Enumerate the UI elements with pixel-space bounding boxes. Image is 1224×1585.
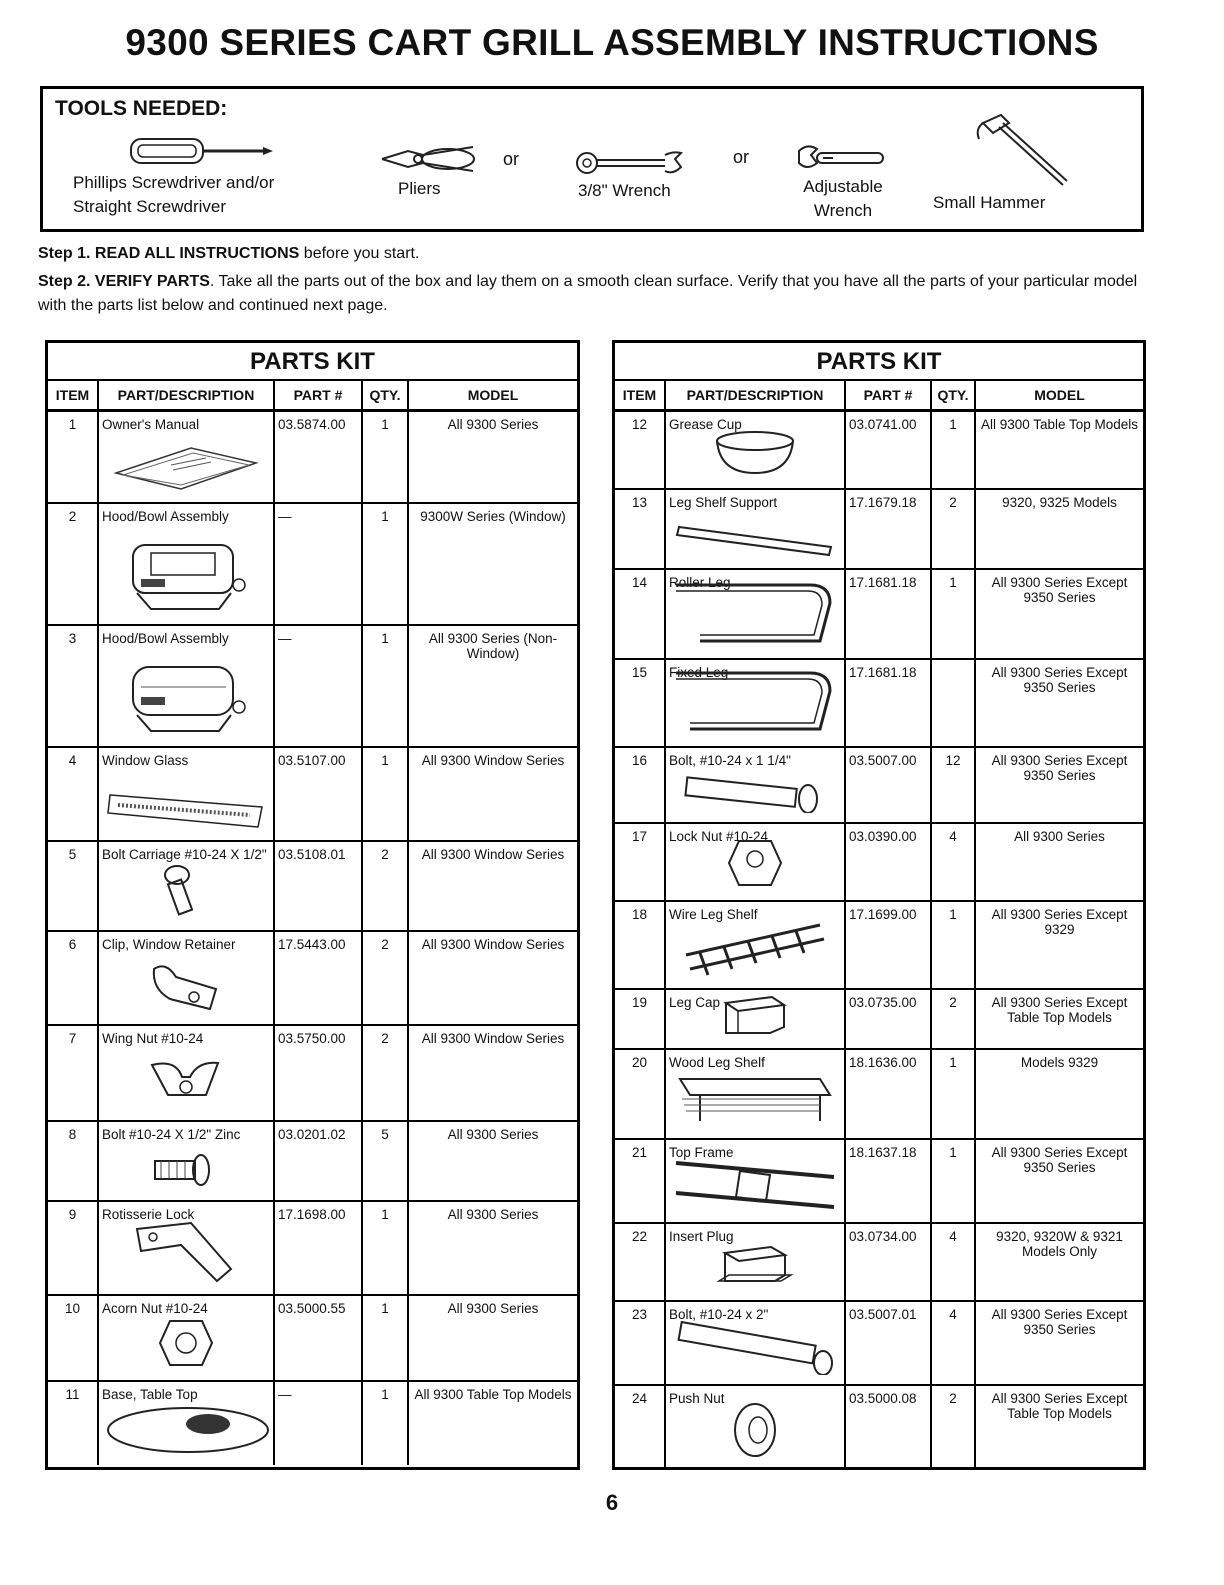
table-row [48, 1295, 577, 1381]
part-description-cell [665, 489, 845, 569]
top-frame-icon [670, 1157, 840, 1216]
screwdriver-label-1: Phillips Screwdriver and/or [73, 173, 275, 192]
window-glass-icon [103, 787, 269, 834]
step-2-text: . Take all the parts out of the box and lay them on a smooth clean surface. Verify that you have all the parts of your particular model with the parts list below and continued next page. [38, 273, 1138, 314]
part-number: 03.5007.00 [845, 747, 931, 823]
table-row [615, 1385, 1143, 1469]
part-number: 17.5443.00 [274, 931, 362, 1025]
part-description-cell [665, 1301, 845, 1385]
parts-kit-left [45, 340, 580, 1470]
part-description-cell [98, 411, 274, 503]
wire-shelf-icon [670, 919, 840, 982]
part-description: Window Glass [102, 752, 189, 768]
model: 9320, 9320W & 9321 Models Only [975, 1223, 1143, 1301]
fixed-leg-icon [669, 664, 840, 740]
tool-adjustable-wrench [793, 141, 893, 223]
part-description-cell [98, 503, 274, 625]
table-row [615, 1139, 1143, 1223]
clip-icon [103, 959, 269, 1018]
col-model: MODEL [975, 381, 1143, 411]
part-number: 17.1681.18 [845, 659, 931, 747]
part-number: 03.5108.01 [274, 841, 362, 931]
part-description: Roller Leg [669, 574, 731, 590]
part-description: Insert Plug [669, 1228, 734, 1244]
hammer-icon [953, 113, 1083, 193]
wood-shelf-icon [670, 1065, 840, 1132]
model: All 9300 Window Series [408, 747, 577, 841]
col-desc: PART/DESCRIPTION [665, 381, 845, 411]
part-number: 18.1637.18 [845, 1139, 931, 1223]
table-row [615, 489, 1143, 569]
part-description-cell [665, 747, 845, 823]
quantity: 2 [362, 841, 408, 931]
part-description-cell [98, 1381, 274, 1465]
quantity: 1 [362, 1295, 408, 1381]
table-header-row [48, 381, 577, 411]
model: All 9300 Window Series [408, 841, 577, 931]
wrench-label: 3/8" Wrench [578, 181, 671, 200]
model: All 9300 Window Series [408, 1025, 577, 1121]
part-description-cell [98, 841, 274, 931]
model: All 9300 Series Except 9350 Series [975, 659, 1143, 747]
table-row [615, 411, 1143, 489]
part-description-cell [665, 1385, 845, 1469]
wrench-icon [573, 147, 693, 179]
part-number: 03.0741.00 [845, 411, 931, 489]
model: All 9300 Series Except 9350 Series [975, 1139, 1143, 1223]
table-row [48, 1201, 577, 1295]
part-description-cell [98, 1121, 274, 1201]
item-number: 21 [615, 1139, 665, 1223]
parts-kit-title-right: PARTS KIT [615, 343, 1143, 381]
part-description-cell [98, 1025, 274, 1121]
table-row [48, 1025, 577, 1121]
model: All 9300 Series [408, 1201, 577, 1295]
wing-nut-icon [103, 1055, 269, 1114]
part-description-cell [665, 823, 845, 901]
part-description: Owner's Manual [102, 417, 200, 432]
part-description: Lock Nut #10-24 [669, 828, 769, 844]
quantity: 2 [931, 1385, 975, 1469]
part-description: Rotisserie Lock [102, 1206, 195, 1222]
quantity: 1 [362, 1381, 408, 1465]
part-description: Wing Nut #10-24 [102, 1030, 204, 1046]
part-description: Wood Leg Shelf [669, 1054, 765, 1070]
or-separator: or [503, 149, 520, 169]
step-1-label: Step 1. READ ALL INSTRUCTIONS [38, 245, 300, 262]
item-number: 23 [615, 1301, 665, 1385]
part-description-cell [665, 569, 845, 659]
part-number: 17.1698.00 [274, 1201, 362, 1295]
model: All 9300 Series Except Table Top Models [975, 989, 1143, 1049]
table-row [615, 569, 1143, 659]
model: All 9300 Series Except 9350 Series [975, 1301, 1143, 1385]
part-description-cell [665, 1139, 845, 1223]
tool-pliers [378, 141, 478, 201]
quantity: 2 [362, 931, 408, 1025]
part-number: — [274, 625, 362, 747]
table-row [615, 1049, 1143, 1139]
quantity: 2 [931, 489, 975, 569]
col-desc: PART/DESCRIPTION [98, 381, 274, 411]
part-description-cell [98, 1201, 274, 1295]
part-description-cell [665, 411, 845, 489]
part-number: 17.1699.00 [845, 901, 931, 989]
item-number: 8 [48, 1121, 98, 1201]
part-number: — [274, 1381, 362, 1465]
part-number: 03.0201.02 [274, 1121, 362, 1201]
part-description: Grease Cup [669, 417, 742, 432]
tool-hammer [933, 113, 1083, 215]
table-header-row [615, 381, 1143, 411]
part-description-cell [665, 989, 845, 1049]
tools-heading: TOOLS NEEDED: [55, 97, 228, 120]
parts-table-right [615, 381, 1143, 1469]
quantity: 1 [362, 503, 408, 625]
model: All 9300 Series Except Table Top Models [991, 1390, 1128, 1421]
quantity: 4 [931, 1301, 975, 1385]
item-number: 3 [48, 625, 98, 747]
quantity: 1 [931, 411, 975, 489]
short-bolt-icon [103, 1151, 269, 1194]
model: All 9300 Series (Non-Window) [408, 625, 577, 747]
table-row [615, 659, 1143, 747]
item-number: 12 [615, 411, 665, 489]
col-part: PART # [274, 381, 362, 411]
table-row [615, 1301, 1143, 1385]
screwdriver-label-2: Straight Screwdriver [73, 197, 227, 216]
item-number: 2 [48, 503, 98, 625]
item-number: 9 [48, 1201, 98, 1295]
shelf-support-icon [670, 519, 840, 562]
part-description: Wire Leg Shelf [669, 906, 758, 922]
item-number: 17 [615, 823, 665, 901]
part-number: 03.5107.00 [274, 747, 362, 841]
item-number: 5 [48, 841, 98, 931]
parts-kit-title: PARTS KIT [48, 343, 577, 381]
model: All 9300 Series Except 9350 Series [975, 569, 1143, 659]
part-description: Clip, Window Retainer [102, 936, 236, 952]
part-number: 03.5007.01 [845, 1301, 931, 1385]
item-number: 1 [48, 411, 98, 503]
model: All 9300 Series Except 9350 Series [975, 747, 1143, 823]
step-1 [38, 242, 1188, 266]
quantity: 2 [931, 989, 975, 1049]
lock-nut-icon [670, 835, 840, 894]
part-description: Top Frame [669, 1144, 734, 1160]
table-row [615, 823, 1143, 901]
part-number: 03.5750.00 [274, 1025, 362, 1121]
table-row [48, 1121, 577, 1201]
bolt-icon [670, 773, 840, 816]
item-number: 11 [48, 1381, 98, 1465]
parts-kit-right [612, 340, 1146, 1470]
item-number: 18 [615, 901, 665, 989]
part-number: 03.5000.08 [845, 1385, 931, 1469]
rotisserie-lock-icon [103, 1215, 269, 1288]
col-item: ITEM [615, 381, 665, 411]
part-number: 03.5874.00 [274, 411, 362, 503]
col-qty: QTY. [362, 381, 408, 411]
item-number: 22 [615, 1223, 665, 1301]
model: All 9300 Table Top Models [414, 1386, 572, 1402]
part-description-cell [98, 747, 274, 841]
quantity: 12 [931, 747, 975, 823]
quantity: 1 [931, 1049, 975, 1139]
item-number: 14 [615, 569, 665, 659]
step-1-text: before you start. [299, 245, 420, 262]
part-description: Hood/Bowl Assembly [102, 508, 229, 524]
part-number: — [274, 503, 362, 625]
col-item: ITEM [48, 381, 98, 411]
or-separator-2: or [733, 147, 750, 167]
push-nut-icon [670, 1400, 840, 1463]
quantity: 1 [362, 1201, 408, 1295]
part-description: Base, Table Top [102, 1386, 198, 1402]
part-description-cell [98, 931, 274, 1025]
part-description: Hood/Bowl Assembly [102, 630, 229, 646]
part-description-cell [98, 1295, 274, 1381]
item-number: 4 [48, 747, 98, 841]
table-row [48, 931, 577, 1025]
model: 9300W Series (Window) [408, 503, 577, 625]
model: All 9300 Series [408, 411, 577, 503]
table-row [48, 411, 577, 503]
quantity: 2 [362, 1025, 408, 1121]
item-number: 16 [615, 747, 665, 823]
part-number: 03.0734.00 [845, 1223, 931, 1301]
model: All 9300 Series [408, 1121, 577, 1201]
roller-leg-icon [670, 579, 840, 652]
carriage-bolt-icon [103, 861, 269, 924]
col-qty: QTY. [931, 381, 975, 411]
quantity: 1 [362, 625, 408, 747]
model: All 9300 Series [975, 823, 1143, 901]
table-row [48, 841, 577, 931]
tool-screwdriver [73, 131, 278, 219]
part-number: 17.1679.18 [845, 489, 931, 569]
adjustable-label-2: Wrench [813, 201, 873, 220]
part-description: Leg Shelf Support [669, 494, 778, 510]
table-row [615, 747, 1143, 823]
part-number: 03.0390.00 [845, 823, 931, 901]
col-model: MODEL [408, 381, 577, 411]
item-number: 19 [615, 989, 665, 1049]
table-row [615, 1223, 1143, 1301]
part-description: Fixed Leg [669, 664, 729, 680]
page-title: 9300 SERIES CART GRILL ASSEMBLY INSTRUCTIONS [125, 22, 1099, 63]
model: All 9300 Series [408, 1295, 577, 1381]
model: All 9300 Series Except 9329 [975, 901, 1143, 989]
leg-cap-icon [670, 993, 840, 1042]
part-description: Acorn Nut #10-24 [102, 1300, 208, 1316]
grill-icon [103, 657, 269, 740]
model: Models 9329 [975, 1049, 1143, 1139]
part-description: Push Nut [669, 1390, 725, 1406]
item-number: 13 [615, 489, 665, 569]
part-description: Bolt Carriage #10-24 X 1/2" [102, 846, 267, 862]
pliers-icon [378, 141, 478, 177]
tools-needed-box [40, 86, 1144, 232]
item-number: 24 [615, 1385, 665, 1469]
part-number: 03.5000.55 [274, 1295, 362, 1381]
grill-window-icon [103, 535, 269, 618]
quantity [931, 659, 975, 747]
hammer-label: Small Hammer [933, 193, 1046, 212]
screwdriver-icon [128, 131, 278, 171]
insert-plug-icon [670, 1241, 840, 1294]
quantity: 1 [362, 747, 408, 841]
part-description-cell [665, 1049, 845, 1139]
long-bolt-icon [670, 1319, 840, 1378]
model: All 9300 Window Series [408, 931, 577, 1025]
quantity: 1 [362, 411, 408, 503]
part-description: Bolt, #10-24 x 2" [669, 1306, 769, 1322]
table-row [48, 1381, 577, 1465]
part-description-cell [665, 901, 845, 989]
item-number: 20 [615, 1049, 665, 1139]
table-row [615, 989, 1143, 1049]
table-row [48, 747, 577, 841]
quantity: 1 [931, 569, 975, 659]
step-2-label: Step 2. VERIFY PARTS [38, 273, 210, 290]
part-description: Bolt, #10-24 x 1 1/4" [669, 752, 791, 768]
quantity: 1 [931, 1139, 975, 1223]
tool-wrench [568, 147, 693, 203]
quantity: 4 [931, 1223, 975, 1301]
item-number: 7 [48, 1025, 98, 1121]
item-number: 6 [48, 931, 98, 1025]
part-description-cell [665, 1223, 845, 1301]
part-number: 17.1681.18 [845, 569, 931, 659]
quantity: 1 [931, 901, 975, 989]
table-row [48, 625, 577, 747]
table-row [615, 901, 1143, 989]
part-description-cell [665, 659, 845, 747]
item-number: 10 [48, 1295, 98, 1381]
model: 9320, 9325 Models [975, 489, 1143, 569]
part-description-cell [98, 625, 274, 747]
acorn-nut-icon [103, 1315, 269, 1374]
part-description: Leg Cap [669, 994, 721, 1010]
part-description: Bolt #10-24 X 1/2" Zinc [102, 1126, 241, 1142]
part-number: 03.0735.00 [845, 989, 931, 1049]
part-number: 18.1636.00 [845, 1049, 931, 1139]
col-part: PART # [845, 381, 931, 411]
model: All 9300 Table Top Models [975, 411, 1143, 489]
table-base-icon [103, 1400, 269, 1459]
quantity: 4 [931, 823, 975, 901]
adjustable-label-1: Adjustable [803, 177, 883, 196]
adjustable-wrench-icon [793, 141, 888, 175]
manual-icon [103, 443, 269, 496]
step-2 [38, 270, 1138, 318]
table-row [48, 503, 577, 625]
parts-table-left [48, 381, 577, 1465]
grease-cup-icon [670, 429, 840, 482]
pliers-label: Pliers [398, 179, 441, 198]
page-number: 6 [605, 1490, 619, 1515]
item-number: 15 [615, 659, 665, 747]
quantity: 5 [362, 1121, 408, 1201]
